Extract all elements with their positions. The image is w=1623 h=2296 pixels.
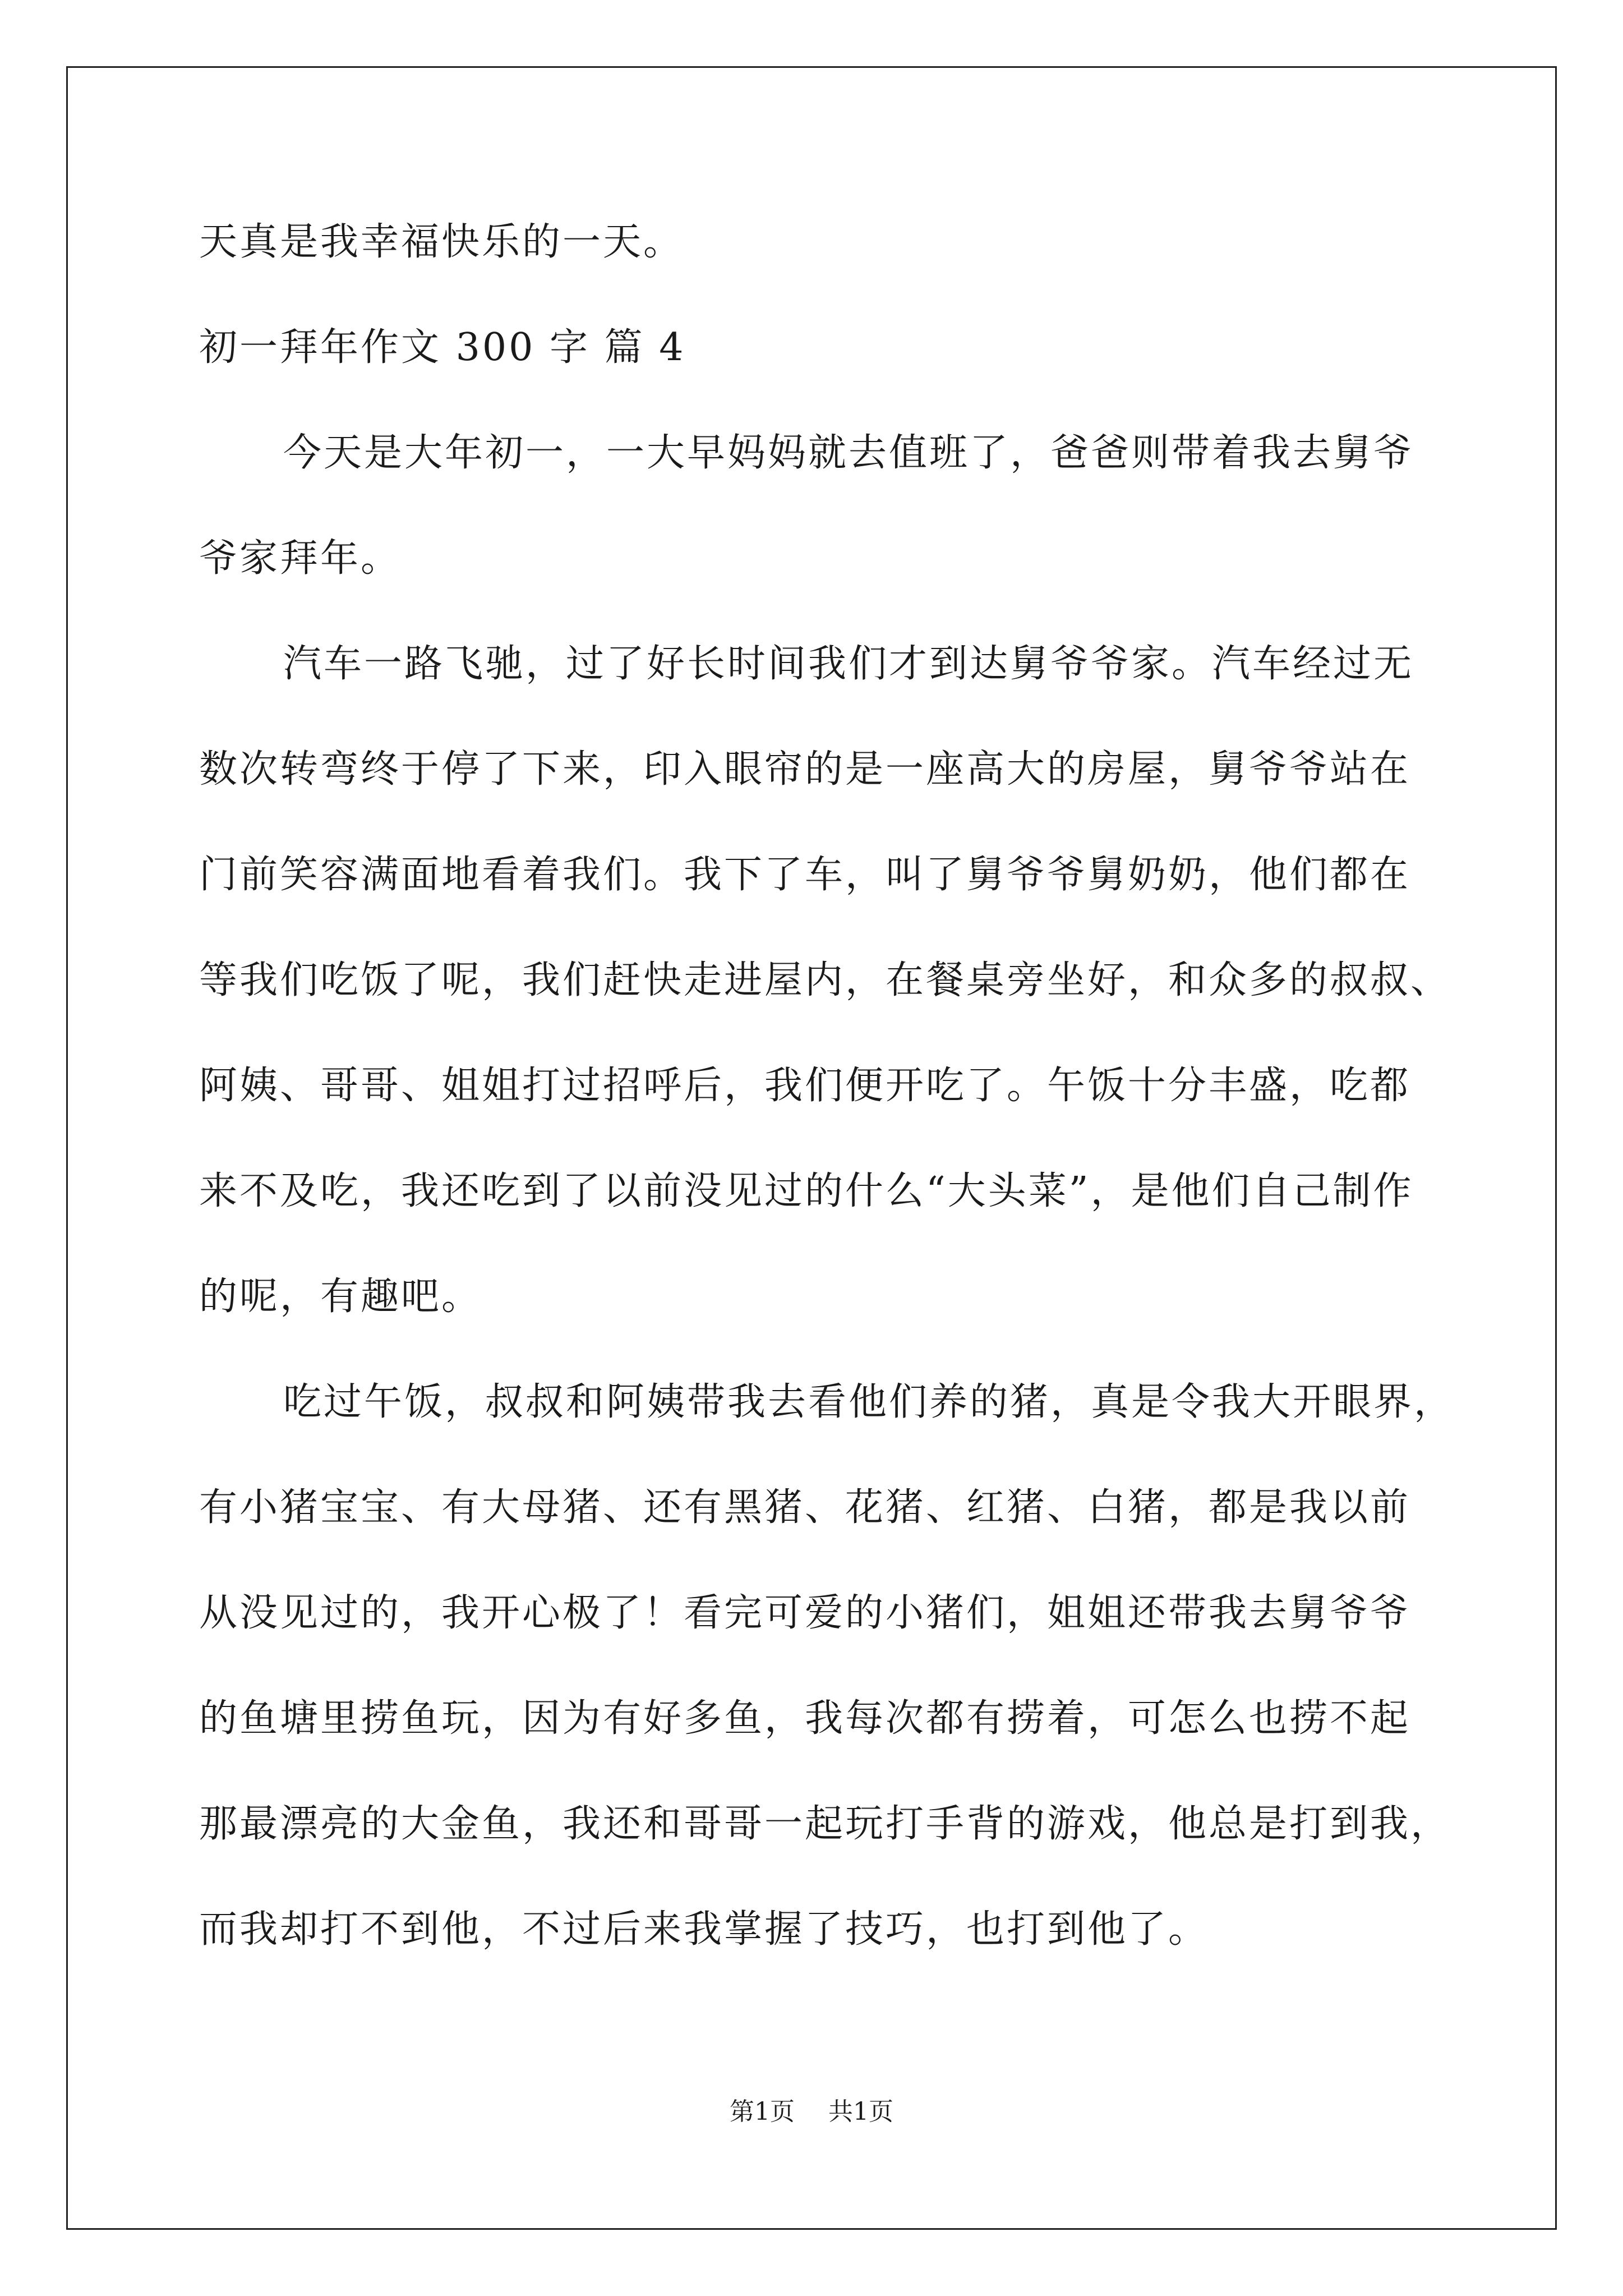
text-line: 等我们吃饭了呢，我们赶快走进屋内，在餐桌旁坐好，和众多的叔叔、 xyxy=(199,958,1451,1002)
text-line: 爷家拜年。 xyxy=(199,536,402,581)
text-line: 那最漂亮的大金鱼，我还和哥哥一起玩打手背的游戏，他总是打到我， xyxy=(199,1802,1451,1846)
text-line: 天真是我幸福快乐的一天。 xyxy=(199,220,684,264)
paragraph-start-line: 汽车一路飞驰，过了好长时间我们才到达舅爷爷家。汽车经过无 xyxy=(283,642,1414,686)
page-number-total: 共1页 xyxy=(828,2097,893,2126)
paragraph-start-line: 吃过午饭，叔叔和阿姨带我去看他们养的猪，真是令我大开眼界， xyxy=(283,1380,1455,1424)
text-line: 门前笑容满面地看着我们。我下了车，叫了舅爷爷舅奶奶，他们都在 xyxy=(199,853,1411,897)
text-line: 的呢，有趣吧。 xyxy=(199,1274,482,1319)
text-line: 来不及吃，我还吃到了以前没见过的什么“大头菜”，是他们自己制作 xyxy=(199,1169,1414,1213)
text-line: 从没见过的，我开心极了！看完可爱的小猪们，姐姐还带我去舅爷爷 xyxy=(199,1591,1411,1635)
section-heading: 初一拜年作文 300 字 篇 4 xyxy=(199,325,686,370)
page-number-current: 第1页 xyxy=(730,2097,795,2126)
text-line: 阿姨、哥哥、姐姐打过招呼后，我们便开吃了。午饭十分丰盛，吃都 xyxy=(199,1064,1411,1108)
paragraph-start-line: 今天是大年初一，一大早妈妈就去值班了，爸爸则带着我去舅爷 xyxy=(283,431,1414,475)
page-footer xyxy=(0,2095,1623,2129)
text-line: 的鱼塘里捞鱼玩，因为有好多鱼，我每次都有捞着，可怎么也捞不起 xyxy=(199,1696,1411,1741)
document-body xyxy=(199,212,1455,2005)
text-line: 有小猪宝宝、有大母猪、还有黑猪、花猪、红猪、白猪，都是我以前 xyxy=(199,1485,1411,1530)
text-line: 而我却打不到他，不过后来我掌握了技巧，也打到他了。 xyxy=(199,1907,1209,1952)
text-line: 数次转弯终于停了下来，印入眼帘的是一座高大的房屋，舅爷爷站在 xyxy=(199,747,1411,792)
